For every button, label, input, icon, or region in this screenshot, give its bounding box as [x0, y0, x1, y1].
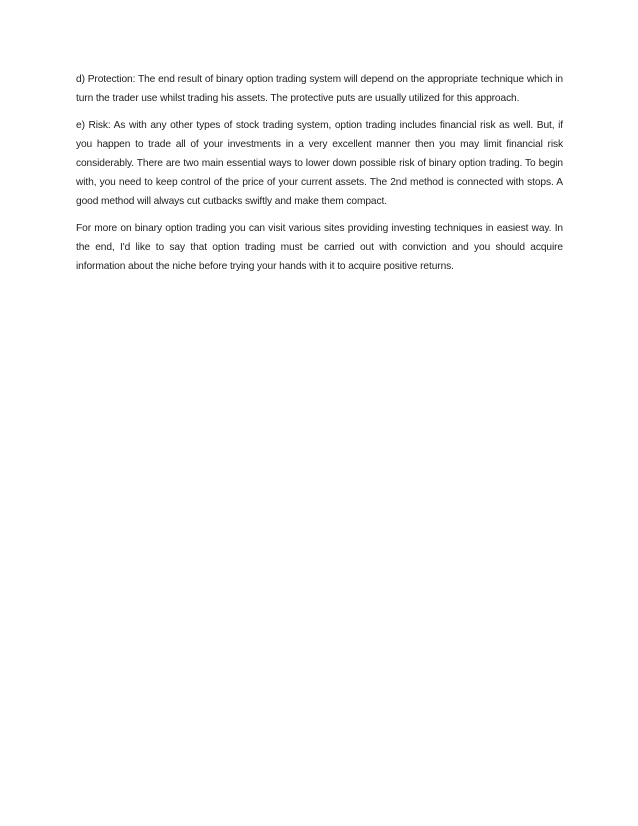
paragraph-protection: d) Protection: The end result of binary option trading system will depend on the appropriate technique which in turn the trader use whilst trading his assets. The protective puts are usually utilized for this approach. — [76, 74, 563, 104]
paragraph-conclusion: For more on binary option trading you can visit various sites providing investing techniques in easiest way. In the end, I'd like to say that option trading must be carried out with conviction and you should acquire information about the niche before trying your hands with it to acquire positive returns. — [76, 223, 563, 272]
paragraph-risk: e) Risk: As with any other types of stock trading system, option trading includes financial risk as well. But, if you happen to trade all of your investments in a very excellent manner then you may limit financial risk considerably. There are two main essential ways to lower down possible risk of binary option trading. To begin with, you need to keep control of the price of your current assets. The 2nd method is connected with stops. A good method will always cut cutbacks swiftly and make them compact. — [76, 120, 563, 207]
document-body — [76, 70, 563, 284]
